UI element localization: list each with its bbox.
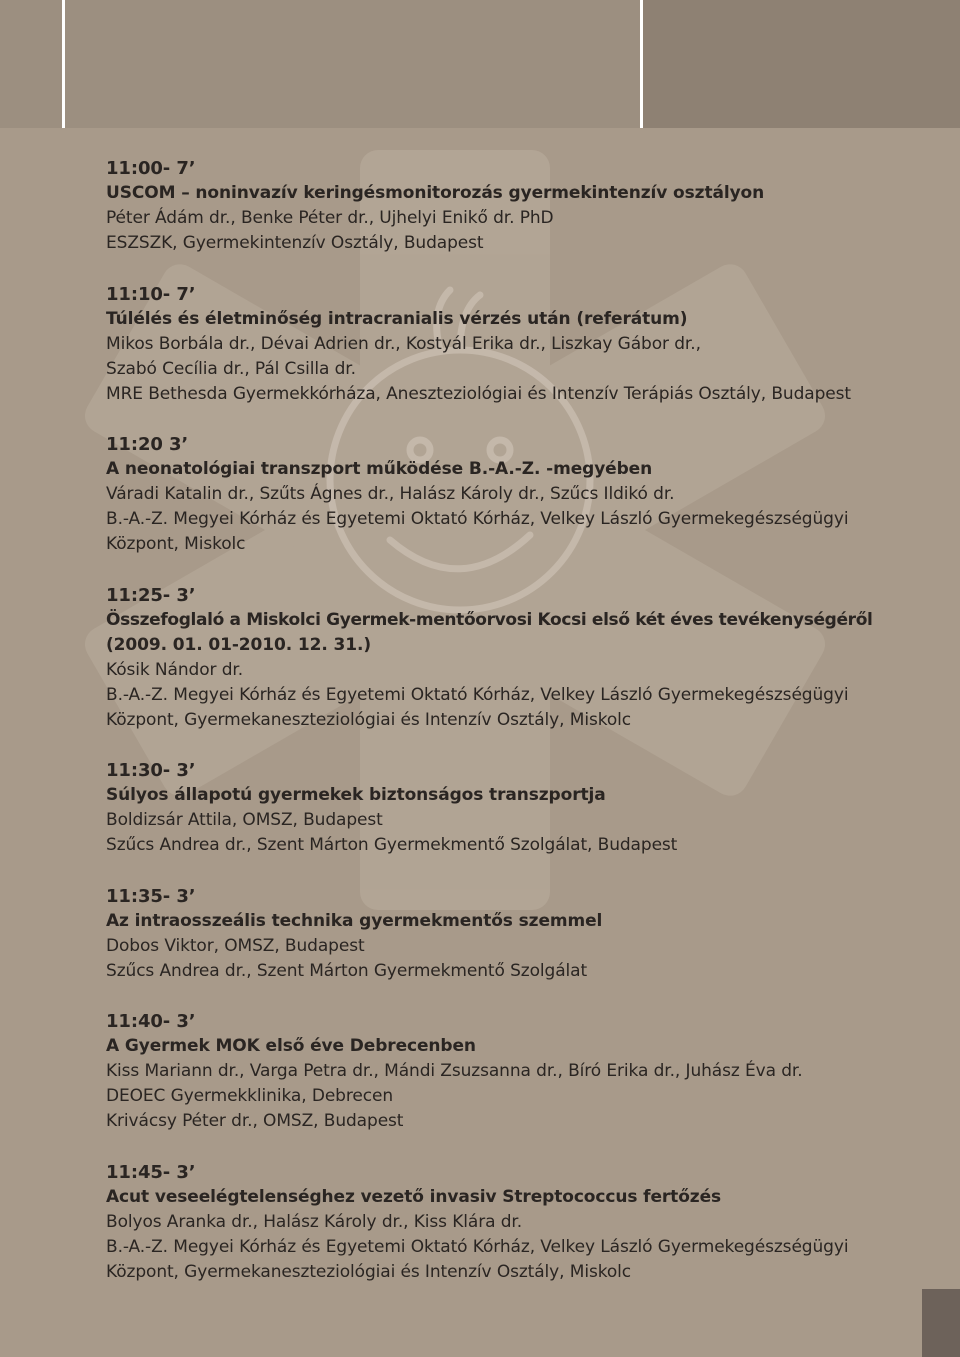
entry-time: 11:00- 7’ xyxy=(106,158,196,179)
entry-title: Az intraosszeális technika gyermekmentős szemmel xyxy=(106,910,603,931)
entry-authors: Péter Ádám dr., Benke Péter dr., Ujhelyi Enikő dr. PhD xyxy=(106,208,554,228)
entry-time: 11:35- 3’ xyxy=(106,885,196,907)
entry-authors: Boldizsár Attila, OMSZ, Budapest xyxy=(106,810,383,830)
header-divider-left xyxy=(62,0,65,128)
entry-affiliation: B.-A.-Z. Megyei Kórház és Egyetemi Oktató Kórház, Velkey László Gyermekegészségügyi xyxy=(106,509,849,529)
entry-authors: Szűcs Andrea dr., Szent Márton Gyermekmentő Szolgálat xyxy=(106,960,588,981)
entry-authors: Váradi Katalin dr., Szűts Ágnes dr., Halász Károly dr., Szűcs Ildikó dr. xyxy=(106,484,675,504)
entry-authors: Kiss Mariann dr., Varga Petra dr., Mándi Zsuzsanna dr., Bíró Erika dr., Juhász Éva dr. xyxy=(106,1061,803,1081)
entry-affiliation: Központ, Gyermekaneszteziológiai és Intenzív Osztály, Miskolc xyxy=(106,1261,632,1282)
entry-time: 11:40- 3’ xyxy=(106,1011,196,1032)
entry-title-dates: (2009. 01. 01-2010. 12. 31.) xyxy=(106,634,372,655)
entry-time: 11:30- 3’ xyxy=(106,760,196,781)
entry-time: 11:20 3’ xyxy=(106,434,189,455)
entry-title: Súlyos állapotú gyermekek biztonságos transzportja xyxy=(106,785,606,805)
entry-authors: Krivácsy Péter dr., OMSZ, Budapest xyxy=(106,1111,404,1131)
entry-title: Acut veseelégtelenséghez vezető invasiv Streptococcus fertőzés xyxy=(106,1186,722,1207)
entry-time: 11:45- 3’ xyxy=(106,1161,196,1183)
program-entry xyxy=(106,432,886,557)
entry-authors: Dobos Viktor, OMSZ, Budapest xyxy=(106,935,365,956)
program-entry xyxy=(106,583,886,733)
entry-affiliation: Központ, Gyermekaneszteziológiai és Intenzív Osztály, Miskolc xyxy=(106,709,632,730)
entry-affiliation: B.-A.-Z. Megyei Kórház és Egyetemi Oktató Kórház, Velkey László Gyermekegészségügyi xyxy=(106,684,849,705)
program-entry xyxy=(106,156,886,256)
entry-authors: Mikos Borbála dr., Dévai Adrien dr., Kostyál Erika dr., Liszkay Gábor dr., xyxy=(106,333,701,354)
program-list xyxy=(106,156,886,1310)
entry-authors: Kósik Nándor dr. xyxy=(106,659,244,680)
entry-affiliation: B.-A.-Z. Megyei Kórház és Egyetemi Oktató Kórház, Velkey László Gyermekegészségügyi xyxy=(106,1236,849,1257)
entry-authors: Szabó Cecília dr., Pál Csilla dr. xyxy=(106,358,356,379)
entry-affiliation: ESZSZK, Gyermekintenzív Osztály, Budapest xyxy=(106,233,484,253)
corner-block xyxy=(922,1289,960,1357)
header-divider-right xyxy=(640,0,643,128)
entry-title: A Gyermek MOK első éve Debrecenben xyxy=(106,1036,476,1056)
entry-authors: Szűcs Andrea dr., Szent Márton Gyermekmentő Szolgálat, Budapest xyxy=(106,835,678,855)
entry-title: Összefoglaló a Miskolci Gyermek-mentőorvosi Kocsi első két éves tevékenységéről xyxy=(106,609,873,630)
entry-title: USCOM – noninvazív keringésmonitorozás gyermekintenzív osztályon xyxy=(106,183,765,203)
entry-authors: Bolyos Aranka dr., Halász Károly dr., Kiss Klára dr. xyxy=(106,1211,523,1232)
entry-time: 11:25- 3’ xyxy=(106,584,196,606)
entry-affiliation: Központ, Miskolc xyxy=(106,534,246,554)
entry-affiliation: MRE Bethesda Gyermekkórháza, Aneszteziológiai és Intenzív Terápiás Osztály, Budapest xyxy=(106,383,851,404)
program-entry xyxy=(106,1160,886,1285)
program-entry xyxy=(106,758,886,858)
entry-title: Túlélés és életminőség intracranialis vérzés után (referátum) xyxy=(106,308,688,329)
entry-affiliation: DEOEC Gyermekklinika, Debrecen xyxy=(106,1086,394,1106)
program-entry xyxy=(106,1009,886,1134)
program-entry xyxy=(106,282,886,407)
entry-title: A neonatológiai transzport működése B.-A.-Z. -megyében xyxy=(106,459,653,479)
header-band-dark xyxy=(640,0,960,128)
entry-time: 11:10- 7’ xyxy=(106,283,196,305)
program-entry xyxy=(106,884,886,984)
